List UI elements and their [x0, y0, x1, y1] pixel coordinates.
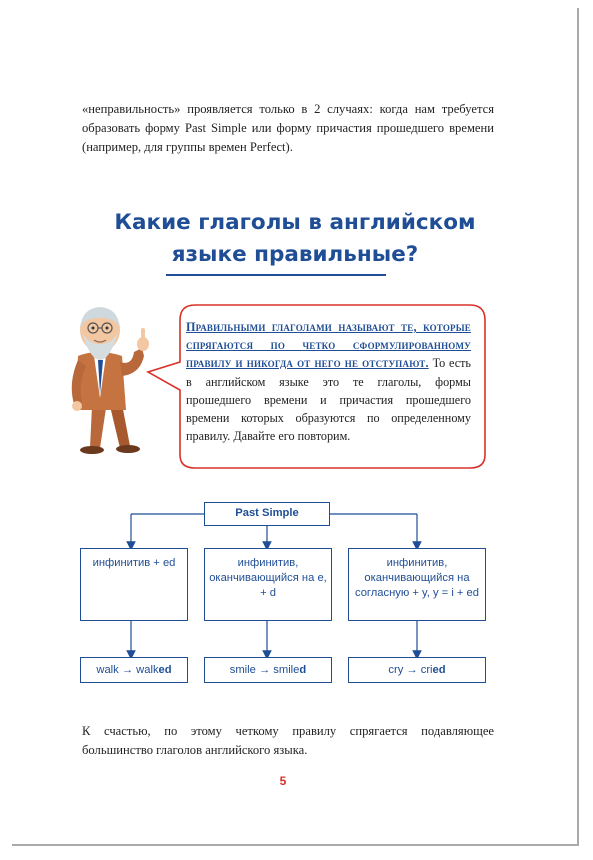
heading-underline	[166, 274, 386, 276]
example-ending: ed	[432, 664, 446, 676]
example-base: cry → cri	[388, 664, 433, 676]
rule-box-ed: инфинитив + ed	[80, 548, 188, 621]
example-box-cry	[348, 657, 486, 683]
callout-body: То есть в английском языке это те глаголы, формы прошедшего времени и причастия прошедшего времени которых образуются по определенному правилу. Давайте его повторим.	[186, 356, 471, 444]
example-ending: ed	[158, 664, 172, 676]
closing-paragraph: К счастью, по этому четкому правилу спрягается подавляющее большинство глаголов английского языка.	[82, 724, 494, 757]
rule-box-e-d: инфинитив, оканчивающийся на e, + d	[204, 548, 332, 621]
page-number: 5	[279, 774, 287, 788]
example-ending: d	[299, 664, 307, 676]
rule-box-y-ied: инфинитив, оканчивающийся на согласную + y, y = i + ed	[348, 548, 486, 621]
example-base: smile → smile	[229, 664, 300, 676]
example-box-walk	[80, 657, 188, 683]
heading-line-1: Какие глаголы в английском	[114, 210, 476, 235]
past-simple-box: Past Simple	[204, 502, 330, 526]
example-box-smile	[204, 657, 332, 683]
section-heading	[60, 207, 530, 271]
example-base: walk → walk	[96, 664, 159, 676]
past-simple-diagram	[75, 495, 495, 690]
rule-definition: Правильными глаголами называют те, которые спрягаются по четко сформулированному правилу и никогда от него не отступают.	[186, 320, 471, 371]
intro-paragraph: «неправильность» проявляется только в 2 случаях: когда нам требуется образовать форму Past Simple или форму причастия прошедшего времени (например, для группы времен Perfect).	[82, 102, 494, 154]
heading-line-2: языке правильные?	[171, 242, 419, 267]
callout-text	[186, 318, 471, 445]
